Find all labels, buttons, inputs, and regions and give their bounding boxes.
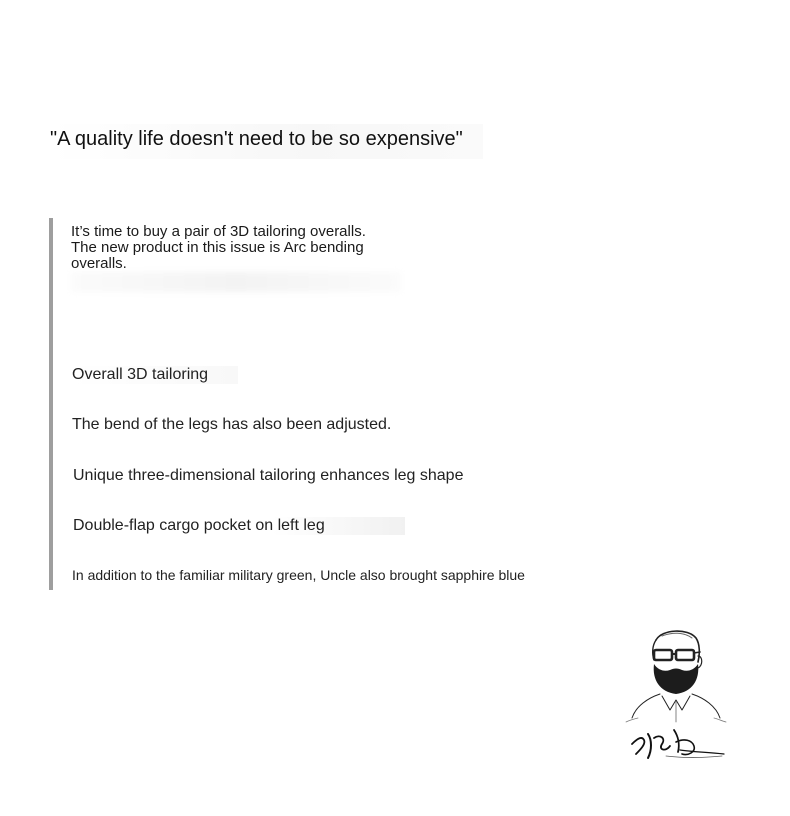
- page-quote: "A quality life doesn't need to be so expensive": [50, 124, 483, 159]
- feature-line: Double-flap cargo pocket on left leg: [73, 517, 405, 535]
- intro-line: It’s time to buy a pair of 3D tailoring overalls.: [71, 223, 366, 240]
- feature-line: In addition to the familiar military green, Uncle also brought sapphire blue: [72, 567, 525, 583]
- content-block: [49, 218, 753, 590]
- feature-line: Overall 3D tailoring: [72, 366, 238, 384]
- portrait-sketch-icon: [622, 626, 730, 764]
- feature-line: The bend of the legs has also been adjusted.: [72, 416, 392, 433]
- intro-line: The new product in this issue is Arc bending: [71, 239, 364, 256]
- feature-line: Unique three-dimensional tailoring enhances leg shape: [73, 467, 464, 484]
- intro-paragraph: [71, 224, 411, 272]
- intro-line: overalls.: [71, 255, 127, 272]
- blurred-text-shadow: [71, 272, 401, 292]
